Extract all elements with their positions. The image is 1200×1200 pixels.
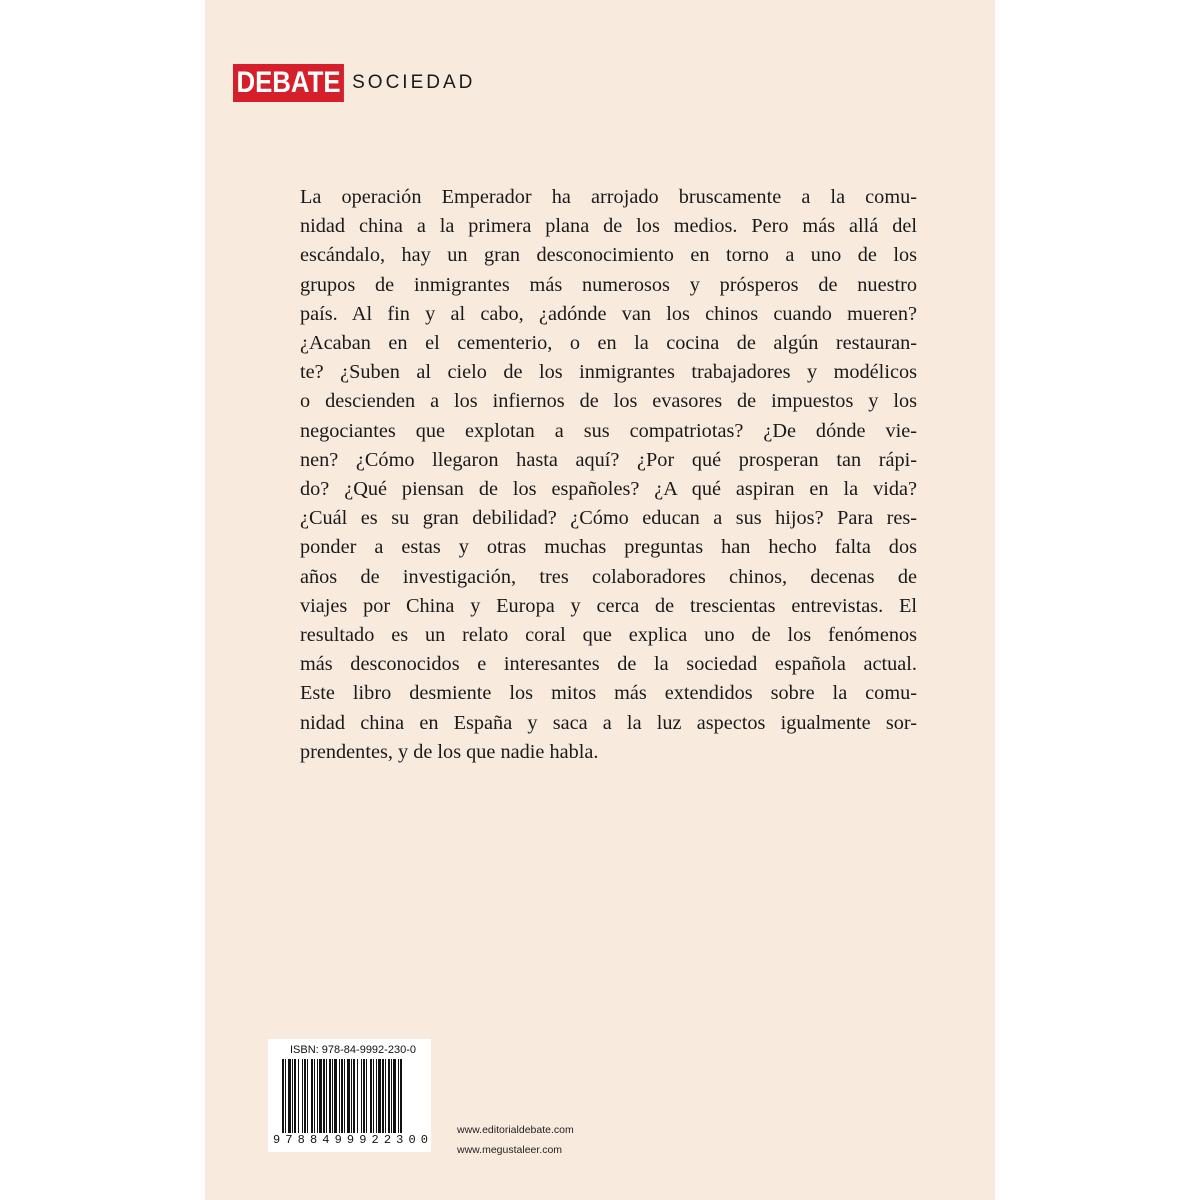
barcode-bar [282, 1059, 284, 1133]
blurb-line: escándalo, hay un gran desconocimiento en torno a uno de los [300, 244, 917, 267]
barcode-bar [382, 1059, 384, 1133]
barcode-bar [373, 1059, 374, 1133]
blurb-line: más desconocidos e interesantes de la sociedad española actual. [300, 653, 917, 676]
barcode-digit: 0 [408, 1133, 416, 1147]
blurb-line: La operación Emperador ha arrojado bruscamente a la comu- [300, 186, 917, 208]
blurb-line: nen? ¿Cómo llegaron hasta aquí? ¿Por qué prosperan tan rápi- [300, 448, 917, 471]
barcode-bar [329, 1059, 331, 1133]
blurb-line: o descienden a los infiernos de los evasores de impuestos y los [300, 390, 917, 413]
barcode-digit: 4 [322, 1133, 330, 1147]
barcode-bar [334, 1059, 337, 1133]
barcode-digit: 2 [371, 1133, 379, 1147]
barcode-bar [400, 1059, 402, 1133]
barcode-bar [332, 1059, 333, 1133]
blurb-line: país. Al fin y al cabo, ¿adónde van los chinos cuando mueren? [300, 302, 917, 325]
blurb-line: prendentes, y de los que nadie habla. [300, 740, 599, 763]
blurb-line: grupos de inmigrantes más numerosos y prósperos de nuestro [300, 273, 917, 296]
barcode-bar [285, 1059, 286, 1133]
blurb-line: nidad china a la primera plana de los medios. Pero más allá del [300, 215, 917, 238]
barcode-bar [304, 1059, 306, 1133]
barcode-bar [351, 1059, 352, 1133]
blurb-line: do? ¿Qué piensan de los españoles? ¿A qué aspiran en la vida? [300, 478, 917, 501]
website-link[interactable]: www.editorialdebate.com [457, 1124, 574, 1136]
barcode-digit: 9 [359, 1133, 367, 1147]
blurb-line: años de investigación, tres colaboradores chinos, decenas de [300, 565, 917, 588]
blurb-line: Este libro desmiente los mitos más extendidos sobre la comu- [300, 682, 917, 705]
barcode-bar [376, 1059, 377, 1133]
barcode-bar [314, 1059, 315, 1133]
barcode-digit: 9 [334, 1133, 342, 1147]
barcode-bar [326, 1059, 327, 1133]
blurb-line: negociantes que explotan a sus compatriotas? ¿De dónde vie- [300, 419, 917, 442]
barcode-digit: 2 [383, 1133, 392, 1147]
barcode-bar [398, 1059, 399, 1133]
barcode-digit: 9 [346, 1133, 355, 1147]
barcode-bar [366, 1059, 367, 1133]
barcode-panel [268, 1039, 431, 1152]
barcode-bar [294, 1059, 296, 1133]
blurb-line: resultado es un relato coral que explica uno de los fenómenos [300, 624, 917, 647]
blurb-line: nidad china en España y saca a la luz aspectos igualmente sor- [300, 711, 917, 734]
blurb-line: ponder a estas y otras muchas preguntas han hecho falta dos [300, 536, 917, 559]
barcode-digit: 8 [297, 1133, 305, 1147]
barcode-bar [388, 1059, 390, 1133]
barcode-bar [357, 1059, 358, 1133]
barcode-bar [292, 1059, 293, 1133]
barcode-digit: 9 [273, 1133, 281, 1147]
barcode-bar [385, 1059, 386, 1133]
barcode-digit: 0 [420, 1133, 428, 1147]
blurb-line: ¿Acaban en el cementerio, o en la cocina de algún restauran- [300, 332, 917, 355]
barcode-bar [317, 1059, 318, 1133]
barcode-bar [323, 1059, 325, 1133]
website-link[interactable]: www.megustaleer.com [457, 1144, 563, 1156]
collection-name: SOCIEDAD [352, 72, 476, 93]
barcode-digit: 7 [285, 1133, 293, 1147]
barcode-digit: 3 [396, 1133, 404, 1147]
blurb-line: viajes por China y Europa y cerca de trescientas entrevistas. El [300, 594, 917, 617]
barcode-bar [391, 1059, 392, 1133]
barcode-digits [273, 1133, 428, 1147]
barcode-bar [347, 1059, 350, 1133]
blurb-line: te? ¿Suben al cielo de los inmigrantes trabajadores y modélicos [300, 361, 917, 384]
barcode-bar [288, 1059, 291, 1133]
barcode-digit: 8 [309, 1133, 318, 1147]
barcode-bar [370, 1059, 372, 1133]
back-cover-blurb [300, 183, 917, 767]
publisher-websites [457, 1120, 574, 1160]
barcode-bar [353, 1059, 355, 1133]
barcode-bar [361, 1059, 362, 1133]
blurb-line: ¿Cuál es su gran debilidad? ¿Cómo educan a sus hijos? Para res- [300, 507, 917, 530]
publisher-logo: DEBATE [233, 64, 344, 102]
barcode-bar [339, 1059, 340, 1133]
barcode-bar [298, 1059, 299, 1133]
barcode-bar [319, 1059, 322, 1133]
publisher-brand [233, 64, 475, 102]
barcode-bar [307, 1059, 308, 1133]
barcode-bar [393, 1059, 396, 1133]
barcode-bar [341, 1059, 343, 1133]
barcode-bar [344, 1059, 345, 1133]
isbn-label: ISBN: 978-84-9992-230-0 [290, 1044, 416, 1056]
barcode-bar [302, 1059, 303, 1133]
barcode-bar [363, 1059, 365, 1133]
barcode-bar [378, 1059, 381, 1133]
barcode-bar [311, 1059, 313, 1133]
